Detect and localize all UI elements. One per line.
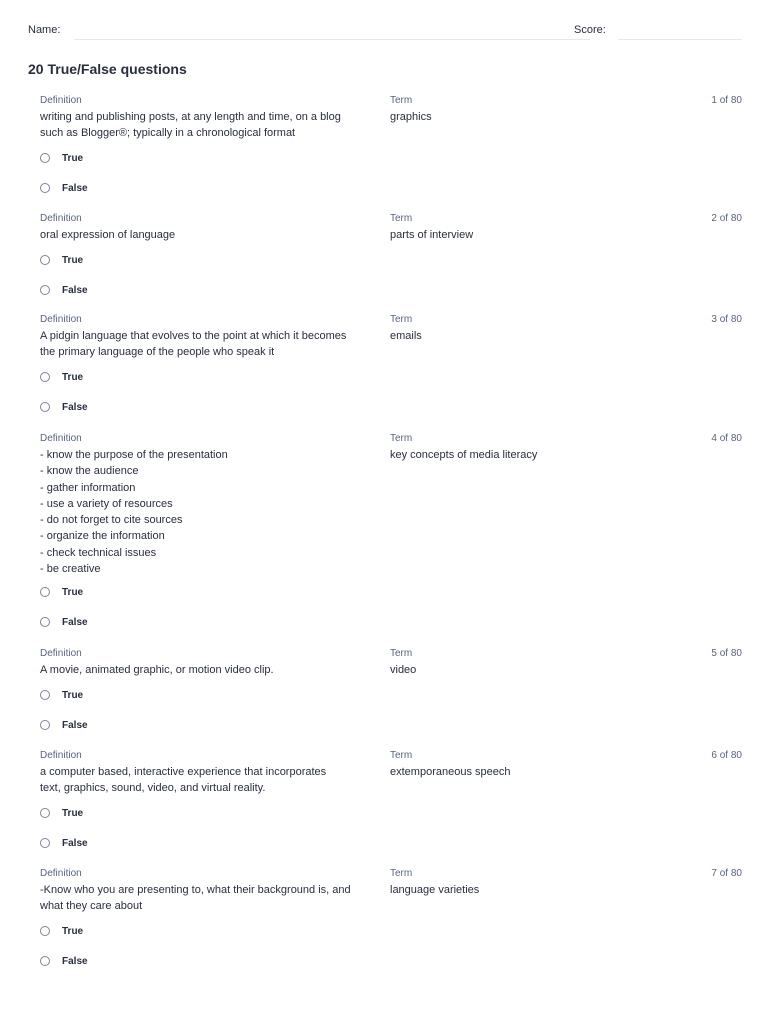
radio-button[interactable] (40, 183, 50, 193)
term-label: Term (390, 648, 413, 659)
option-label: True (62, 254, 84, 266)
option-true[interactable] (40, 585, 83, 599)
definition-label: Definition (40, 433, 82, 444)
name-label: Name: (28, 24, 61, 36)
option-label: False (62, 284, 88, 296)
option-true[interactable] (40, 253, 83, 267)
term-text: video (390, 664, 417, 676)
term-text: key concepts of media literacy (390, 449, 538, 461)
term-text: language varieties (390, 884, 480, 896)
radio-button[interactable] (40, 956, 50, 966)
definition-column (40, 212, 385, 243)
definition-text: writing and publishing posts, at any length and time, on a blog such as Blogger®; typically in a chronological format (40, 111, 341, 140)
definition-column (40, 647, 385, 678)
option-label: True (62, 152, 84, 164)
term-text: extemporaneous speech (390, 766, 511, 778)
definition-column (40, 313, 385, 361)
option-false[interactable] (40, 615, 88, 629)
term-label: Term (390, 314, 413, 325)
term-label: Term (390, 750, 413, 761)
definition-label: Definition (40, 314, 82, 325)
option-true[interactable] (40, 151, 83, 165)
term-text: emails (390, 330, 422, 342)
definition-column (40, 749, 385, 797)
definition-text: - know the purpose of the presentation - know the audience - gather information - use a variety of resources - do not forget to cite sources - organize the information - check technical issues - be creative (40, 449, 228, 576)
header (28, 24, 742, 40)
term-column (390, 432, 670, 463)
option-false[interactable] (40, 718, 88, 732)
term-column (390, 313, 670, 344)
question-count: 1 of 80 (711, 95, 742, 106)
definition-label: Definition (40, 750, 82, 761)
radio-button[interactable] (40, 808, 50, 818)
option-label: False (62, 955, 88, 967)
option-label: True (62, 586, 84, 598)
question-count: 5 of 80 (711, 648, 742, 659)
score-label: Score: (574, 24, 606, 36)
name-field[interactable] (74, 39, 590, 40)
term-column (390, 212, 670, 243)
term-label: Term (390, 95, 413, 106)
option-label: True (62, 689, 84, 701)
term-column (390, 94, 670, 125)
option-false[interactable] (40, 954, 88, 968)
option-true[interactable] (40, 924, 83, 938)
term-label: Term (390, 213, 413, 224)
radio-button[interactable] (40, 926, 50, 936)
option-label: True (62, 925, 84, 937)
term-label: Term (390, 868, 413, 879)
option-true[interactable] (40, 806, 83, 820)
definition-label: Definition (40, 95, 82, 106)
radio-button[interactable] (40, 285, 50, 295)
definition-column (40, 867, 385, 915)
option-false[interactable] (40, 283, 88, 297)
definition-label: Definition (40, 213, 82, 224)
question-count: 3 of 80 (711, 314, 742, 325)
term-column (390, 867, 670, 898)
option-label: False (62, 719, 88, 731)
term-column (390, 647, 670, 678)
definition-column (40, 94, 385, 142)
option-label: False (62, 616, 88, 628)
term-label: Term (390, 433, 413, 444)
definition-label: Definition (40, 648, 82, 659)
definition-label: Definition (40, 868, 82, 879)
term-text: parts of interview (390, 229, 474, 241)
option-label: True (62, 807, 84, 819)
definition-text: a computer based, interactive experience that incorporates text, graphics, sound, video, and virtual reality. (40, 766, 327, 795)
term-text: graphics (390, 111, 432, 123)
radio-button[interactable] (40, 690, 50, 700)
definition-column (40, 432, 385, 577)
definition-text: oral expression of language (40, 229, 176, 241)
term-column (390, 749, 670, 780)
radio-button[interactable] (40, 720, 50, 730)
option-false[interactable] (40, 181, 88, 195)
option-label: True (62, 371, 84, 383)
question-count: 7 of 80 (711, 868, 742, 879)
option-label: False (62, 182, 88, 194)
definition-text: -Know who you are presenting to, what their background is, and what they care about (40, 884, 351, 913)
option-label: False (62, 401, 88, 413)
radio-button[interactable] (40, 153, 50, 163)
option-true[interactable] (40, 688, 83, 702)
radio-button[interactable] (40, 838, 50, 848)
question-count: 4 of 80 (711, 433, 742, 444)
question-count: 2 of 80 (711, 213, 742, 224)
option-true[interactable] (40, 370, 83, 384)
score-field[interactable] (618, 39, 742, 40)
radio-button[interactable] (40, 402, 50, 412)
page-title: 20 True/False questions (28, 61, 187, 77)
radio-button[interactable] (40, 255, 50, 265)
definition-text: A movie, animated graphic, or motion video clip. (40, 664, 274, 676)
option-false[interactable] (40, 836, 88, 850)
radio-button[interactable] (40, 372, 50, 382)
option-label: False (62, 837, 88, 849)
definition-text: A pidgin language that evolves to the point at which it becomes the primary language of the people who speak it (40, 330, 347, 359)
question-count: 6 of 80 (711, 750, 742, 761)
option-false[interactable] (40, 400, 88, 414)
radio-button[interactable] (40, 617, 50, 627)
radio-button[interactable] (40, 587, 50, 597)
